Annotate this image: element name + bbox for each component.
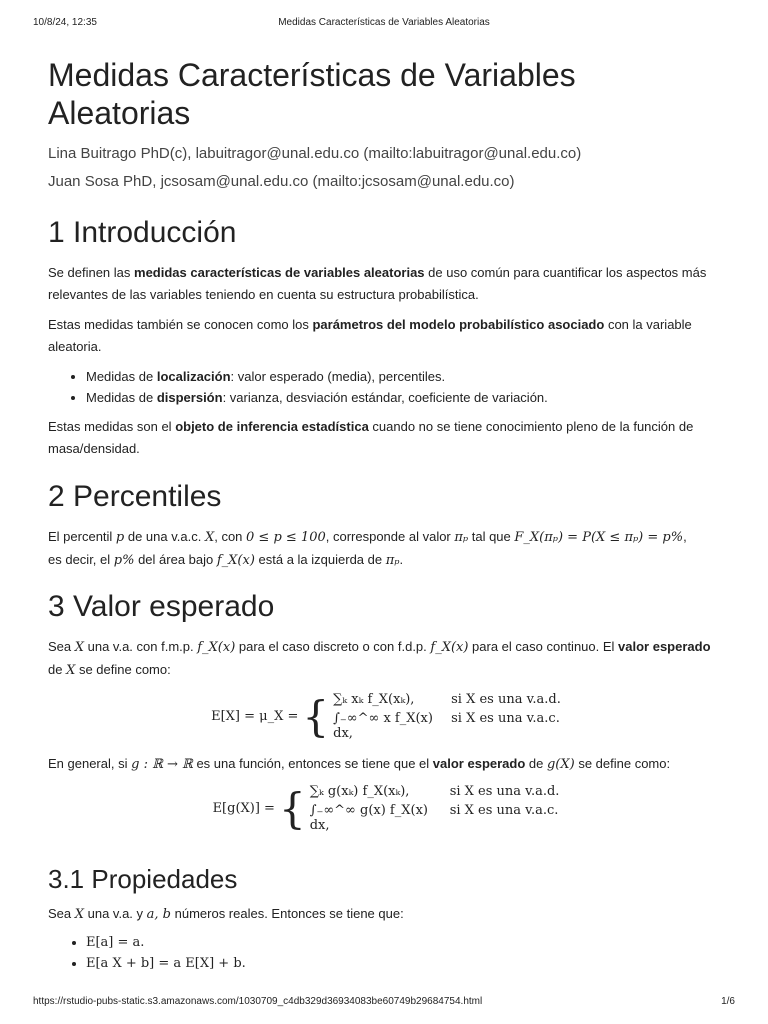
percentiles-paragraph: El percentil p de una v.a.c. X, con 0 ≤ p ≤ 100, corresponde al valor πₚ tal que F_X(πₚ) = P(X ≤ πₚ) = p%, es decir, el p% del área bajo f_X(x) está a la izquierda de πₚ. — [48, 529, 687, 568]
document-title — [48, 56, 724, 132]
author-line-1: Lina Buitrago PhD(c), labuitragor@unal.edu.co (mailto:labuitragor@unal.edu.co) — [48, 145, 582, 162]
print-date: 10/8/24, 12:35 — [33, 17, 97, 28]
document-header — [48, 56, 724, 196]
equation-condition: si X es una v.a.d. — [449, 784, 560, 799]
intro-paragraph-3: Estas medidas son el objeto de inferencia estadística cuando no se tiene conocimiento pleno de la función de masa/densidad. — [48, 419, 694, 456]
section-heading: 3 Valor esperado — [48, 590, 275, 623]
brace: { — [278, 783, 306, 833]
measures-list — [48, 366, 724, 408]
section-propiedades — [48, 864, 724, 974]
section-heading: 1 Introducción — [48, 216, 237, 249]
equation-case: ∑ₖ g(xₖ) f_X(xₖ), — [309, 784, 410, 799]
print-url: https://rstudio-pubs-static.s3.amazonaws.com/1030709_c4db329d36934083be60749b29684754.html — [33, 996, 483, 1007]
equation-condition: si X es una v.a.d. — [451, 692, 561, 707]
general-g-paragraph: En general, si g : ℝ → ℝ es una función, entonces se tiene que el valor esperado de g(X) se define como: — [48, 756, 671, 772]
equation-case: ∫₋∞^∞ g(x) f_X(x) dx, — [309, 803, 428, 833]
equation-cases — [333, 692, 561, 741]
section-percentiles — [48, 480, 724, 572]
properties-paragraph: Sea X una v.a. y a, b números reales. Entonces se tiene que: — [48, 906, 404, 922]
page-number: 1/6 — [721, 996, 735, 1007]
list-item: • E[a] = a. — [86, 932, 724, 953]
list-item: • Medidas de dispersión: varianza, desviación estándar, coeficiente de variación. — [86, 387, 724, 408]
equation-lhs: E[X] = μ_X = — [211, 709, 299, 724]
equation-condition: si X es una v.a.c. — [451, 711, 560, 726]
expected-paragraph: Sea X una v.a. con f.m.p. f_X(x) para el caso discreto o con f.d.p. f_X(x) para el caso continuo. El valor esperado de X se define como: — [48, 639, 711, 678]
equation-condition: si X es una v.a.c. — [449, 803, 559, 818]
print-title: Medidas Características de Variables Aleatorias — [278, 17, 490, 28]
print-footer — [33, 996, 735, 1010]
expected-value-equation — [48, 692, 724, 741]
list-item: • E[a X + b] = a E[X] + b. — [86, 953, 724, 974]
section-valor-esperado — [48, 590, 724, 833]
subsection-heading: 3.1 Propiedades — [48, 864, 238, 894]
equation-cases — [310, 784, 560, 833]
print-header — [33, 17, 735, 31]
equation-case: ∫₋∞^∞ x f_X(x) dx, — [333, 711, 433, 741]
brace: { — [302, 691, 330, 741]
document-title-line1: Medidas Características de Variables — [48, 57, 576, 93]
properties-list — [48, 932, 724, 974]
list-item: • Medidas de localización: valor esperado (media), percentiles. — [86, 366, 724, 387]
equation-case: ∑ₖ xₖ f_X(xₖ), — [333, 692, 415, 707]
intro-paragraph-2: Estas medidas también se conocen como los parámetros del modelo probabilístico asociado con la variable aleatoria. — [48, 317, 692, 354]
equation-lhs: E[g(X)] = — [212, 801, 275, 816]
expected-g-equation — [48, 784, 724, 833]
section-heading: 2 Percentiles — [48, 480, 222, 513]
intro-paragraph-1: Se definen las medidas características de variables aleatorias de uso común para cuantificar los aspectos más relevantes de las variables teniendo en cuenta su estructura probabilística. — [48, 265, 707, 302]
document-title-line2: Aleatorias — [48, 95, 191, 131]
section-introduccion — [48, 216, 724, 460]
author-line-2: Juan Sosa PhD, jcsosam@unal.edu.co (mailto:jcsosam@unal.edu.co) — [48, 173, 515, 190]
